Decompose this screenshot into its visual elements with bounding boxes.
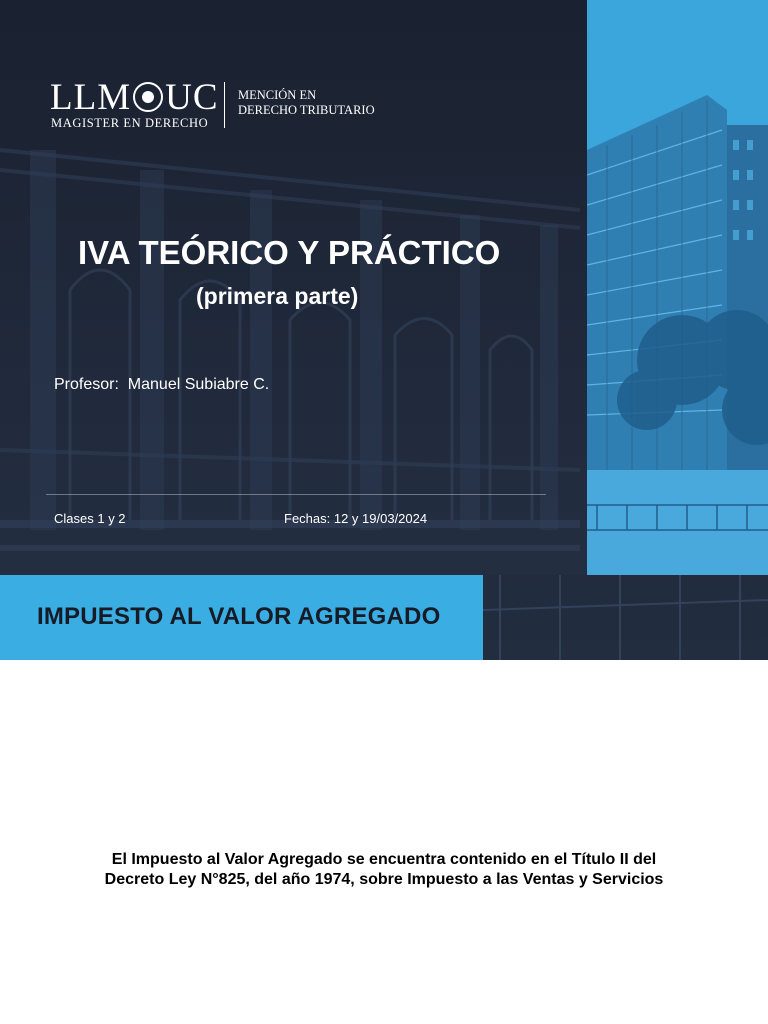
logo-mention [238,88,375,118]
presentation-subtitle: (primera parte) [196,283,359,309]
logo-subtitle: MAGISTER EN DERECHO [51,116,209,130]
logo-divider [224,82,225,128]
logo-mention-line1: MENCIÓN EN [238,88,317,102]
llm-uc-logo [50,78,390,132]
logo-mention-line2: DERECHO TRIBUTARIO [238,103,375,117]
logo-wordmark [50,78,219,118]
divider-line [46,494,546,495]
logo-llm-text: LLM [50,77,132,118]
classes-label: Clases 1 y 2 [54,511,126,526]
logo-uc-text: UC [165,77,219,118]
logo-seal-icon [133,82,163,112]
professor-label: Profesor: Manuel Subiabre C. [54,376,270,393]
dates-label: Fechas: 12 y 19/03/2024 [284,511,428,526]
section-banner [0,575,483,660]
presentation-title: IVA TEÓRICO Y PRÁCTICO [78,234,501,271]
section-banner-text: IMPUESTO AL VALOR AGREGADO [37,603,441,630]
campus-building-photo [587,0,768,575]
legal-statement: El Impuesto al Valor Agregado se encuentra contenido en el Título II del Decreto Ley N°825, del año 1974, sobre Impuesto a las Ventas y Servicios [104,851,664,888]
